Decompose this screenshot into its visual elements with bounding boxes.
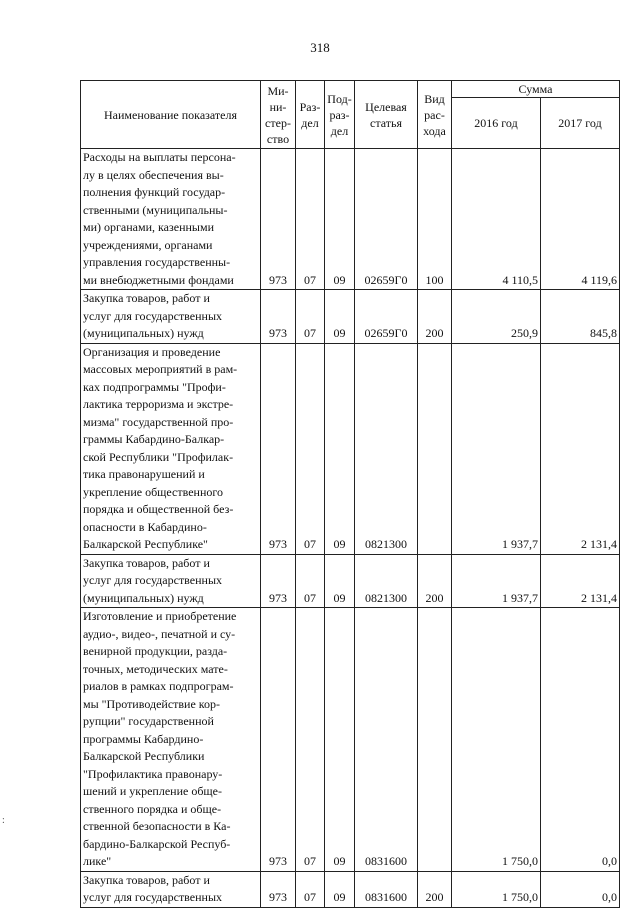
- row-article: 02659Г0: [355, 290, 418, 344]
- row-section: 07: [296, 149, 325, 290]
- row-section: 07: [296, 871, 325, 907]
- row-ministry: 973: [261, 149, 296, 290]
- row-subsection: 09: [325, 871, 355, 907]
- row-article: 02659Г0: [355, 149, 418, 290]
- header-year-2017: 2017 год: [541, 98, 620, 149]
- row-sum-2017: 0,0: [541, 871, 620, 907]
- row-article: 0821300: [355, 343, 418, 554]
- row-sum-2016: 1 750,0: [452, 871, 541, 907]
- row-sum-2017: 845,8: [541, 290, 620, 344]
- header-subsection: Под- раз- дел: [325, 81, 355, 149]
- row-expense-type: 200: [418, 871, 452, 907]
- row-section: 07: [296, 290, 325, 344]
- budget-table: [80, 80, 620, 908]
- header-target-article: Целевая статья: [355, 81, 418, 149]
- header-section: Раз- дел: [296, 81, 325, 149]
- row-sum-2017: 2 131,4: [541, 554, 620, 608]
- row-subsection: 09: [325, 554, 355, 608]
- header-expense-type: Вид рас- хода: [418, 81, 452, 149]
- row-ministry: 973: [261, 554, 296, 608]
- row-name: Организация и проведение массовых мероприятий в рам- ках подпрограммы "Профи- лактика терроризма и экстре- мизма" государственной про- граммы Кабардино-Балкар- ской Республики "Профилак- тика правонарушений и укрепление общественного порядка и общественной без- опасности в Кабардино- Балкарской Республике": [81, 343, 261, 554]
- row-sum-2016: 250,9: [452, 290, 541, 344]
- row-name: Расходы на выплаты персона- лу в целях обеспечения вы- полнения функций государ- ственными (муниципальны- ми) органами, казенными учреждениями, органами управления государственны- ми внебюджетными фондами: [81, 149, 261, 290]
- row-subsection: 09: [325, 343, 355, 554]
- row-ministry: 973: [261, 608, 296, 872]
- row-sum-2017: 4 119,6: [541, 149, 620, 290]
- row-sum-2016: 1 937,7: [452, 343, 541, 554]
- row-article: 0831600: [355, 608, 418, 872]
- page-number: 318: [310, 40, 330, 55]
- row-ministry: 973: [261, 343, 296, 554]
- row-article: 0831600: [355, 871, 418, 907]
- row-ministry: 973: [261, 871, 296, 907]
- header-name: Наименование показателя: [81, 81, 261, 149]
- row-expense-type: [418, 608, 452, 872]
- row-name: Закупка товаров, работ и услуг для государственных (муниципальных) нужд: [81, 554, 261, 608]
- row-subsection: 09: [325, 290, 355, 344]
- row-sum-2016: 1 937,7: [452, 554, 541, 608]
- row-sum-2016: 4 110,5: [452, 149, 541, 290]
- table-row: [81, 290, 620, 344]
- header-sum: Сумма: [452, 81, 620, 98]
- row-ministry: 973: [261, 290, 296, 344]
- table-row: [81, 608, 620, 872]
- row-section: 07: [296, 608, 325, 872]
- row-name: Закупка товаров, работ и услуг для государственных: [81, 871, 261, 907]
- row-name: Изготовление и приобретение аудио-, видео-, печатной и су- венирной продукции, разда- точных, методических мате- риалов в рамках подпрограм- мы "Противодействие кор- рупции" государственной программы Кабардино- Балкарской Республики "Профилактика правонару- шений и укрепление обще- ственного порядка и обще- ственной безопасности в Ка- бардино-Балкарской Респуб- лике": [81, 608, 261, 872]
- margin-mark: :: [2, 815, 5, 826]
- row-section: 07: [296, 554, 325, 608]
- row-sum-2017: 0,0: [541, 608, 620, 872]
- header-year-2016: 2016 год: [452, 98, 541, 149]
- table-row: [81, 343, 620, 554]
- table-row: [81, 871, 620, 907]
- row-expense-type: [418, 343, 452, 554]
- header-ministry: Ми- ни- стер- ство: [261, 81, 296, 149]
- row-sum-2017: 2 131,4: [541, 343, 620, 554]
- row-expense-type: 200: [418, 290, 452, 344]
- row-expense-type: 200: [418, 554, 452, 608]
- row-expense-type: 100: [418, 149, 452, 290]
- row-subsection: 09: [325, 149, 355, 290]
- row-name: Закупка товаров, работ и услуг для государственных (муниципальных) нужд: [81, 290, 261, 344]
- row-sum-2016: 1 750,0: [452, 608, 541, 872]
- row-article: 0821300: [355, 554, 418, 608]
- table-row: [81, 554, 620, 608]
- table-row: [81, 149, 620, 290]
- row-subsection: 09: [325, 608, 355, 872]
- row-section: 07: [296, 343, 325, 554]
